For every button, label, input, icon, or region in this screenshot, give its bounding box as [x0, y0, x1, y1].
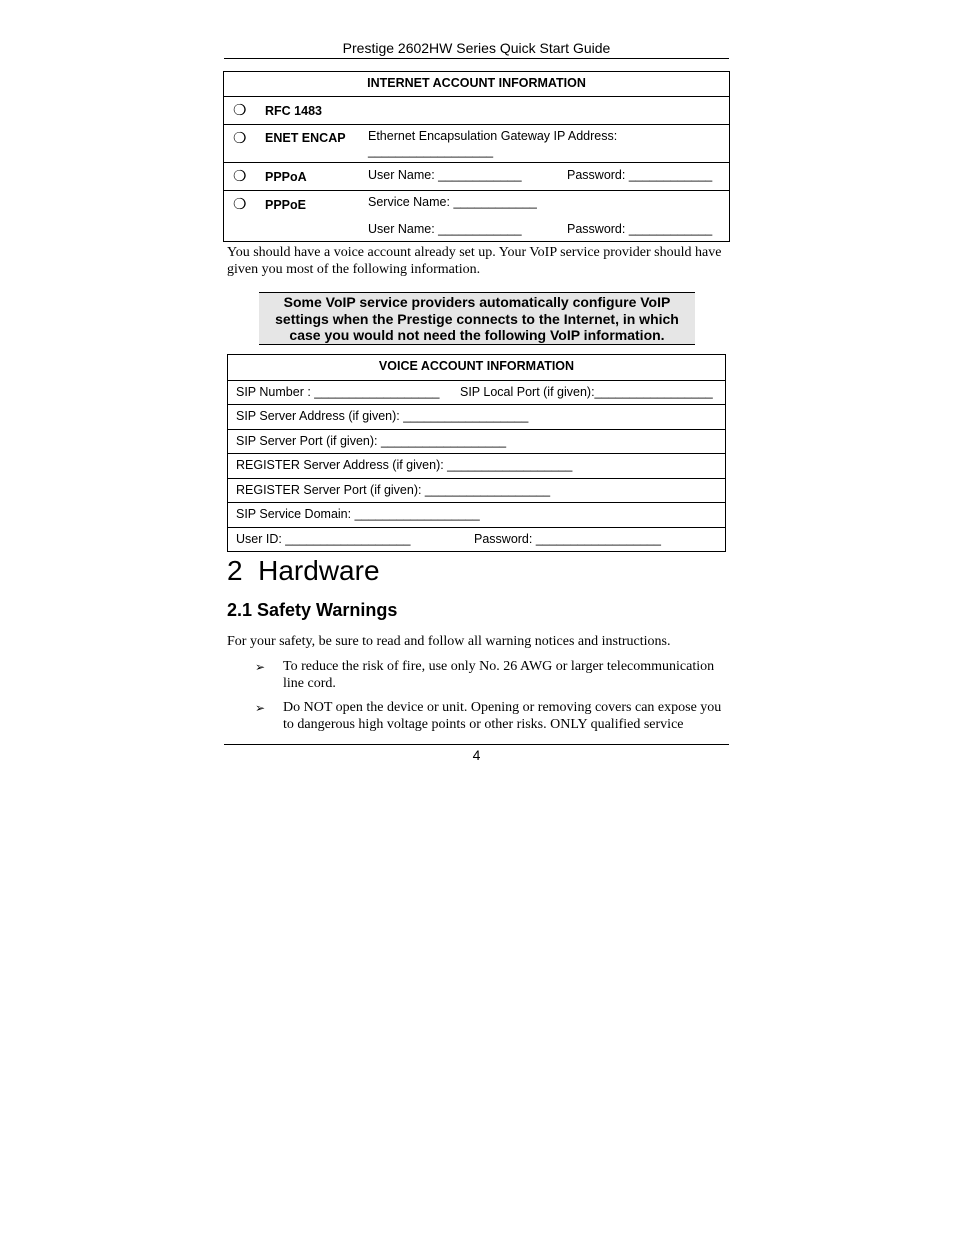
radio-bullet-icon: ❍ — [233, 102, 247, 119]
radio-bullet-icon: ❍ — [233, 130, 247, 147]
option-row-enet-encap — [224, 124, 729, 162]
option-label: PPPoE — [265, 198, 306, 212]
user-id-field: User ID: __________________ — [236, 531, 411, 546]
voice-row-register-server-address — [228, 453, 725, 478]
section-title: 2.1 Safety Warnings — [227, 600, 398, 620]
voip-intro-paragraph: You should have a voice account already set up. Your VoIP service provider should have given you most of the following information. — [227, 245, 722, 277]
sip-service-domain-field: SIP Service Domain: __________________ — [236, 507, 480, 521]
pppoe-password-field: Password: ____________ — [567, 222, 713, 236]
voice-row-sip-service-domain — [228, 502, 725, 527]
pppoe-service-name-field: Service Name: ____________ — [368, 195, 537, 209]
option-label: ENET ENCAP — [265, 131, 346, 145]
option-label: PPPoA — [265, 170, 307, 184]
page-number: 4 — [224, 744, 729, 765]
radio-bullet-icon: ❍ — [233, 196, 247, 213]
voice-row-sip-server-address — [228, 404, 725, 429]
option-row-pppoa — [224, 162, 729, 190]
safety-intro-paragraph: For your safety, be sure to read and follow all warning notices and instructions. — [227, 634, 671, 649]
chapter-title: 2 Hardware — [227, 555, 380, 586]
warning-text: To reduce the risk of fire, use only No. 26 AWG or larger telecommunication line cord. — [283, 659, 715, 691]
gateway-ip-field-blank: __________________ — [368, 144, 494, 158]
running-header: Prestige 2602HW Series Quick Start Guide — [224, 39, 729, 59]
pppoa-password-field: Password: ____________ — [567, 168, 713, 182]
voip-note-box: Some VoIP service providers automatically configure VoIP settings when the Prestige connects to the Internet, in which case you would not need the following VoIP information. — [259, 292, 695, 345]
register-server-port-field: REGISTER Server Port (if given): __________________ — [236, 482, 551, 497]
voice-row-register-server-port — [228, 478, 725, 503]
internet-table-heading: INTERNET ACCOUNT INFORMATION — [367, 76, 586, 90]
register-server-address-field: REGISTER Server Address (if given): __________________ — [236, 458, 573, 472]
arrow-bullet-icon: ➢ — [255, 660, 266, 674]
option-row-rfc1483 — [224, 96, 729, 124]
sip-number-field: SIP Number : __________________ — [236, 384, 440, 399]
option-label: RFC 1483 — [265, 104, 322, 118]
pppoa-username-field: User Name: ____________ — [368, 168, 522, 182]
warning-text: Do NOT open the device or unit. Opening or removing covers can expose you to dangerous high voltage points or other risks. ONLY qualified service — [283, 700, 722, 732]
voice-account-table — [227, 354, 726, 552]
pppoe-username-field: User Name: ____________ — [368, 222, 522, 236]
gateway-ip-field-label: Ethernet Encapsulation Gateway IP Address: — [368, 129, 618, 143]
radio-bullet-icon: ❍ — [233, 168, 247, 185]
voice-row-user-id — [228, 527, 725, 552]
option-row-pppoe — [224, 190, 729, 241]
internet-account-table — [223, 71, 730, 242]
sip-server-port-field: SIP Server Port (if given): __________________ — [236, 433, 507, 448]
voice-row-sip-number — [228, 380, 725, 405]
sip-local-port-field: SIP Local Port (if given):_________________ — [460, 384, 713, 399]
voice-table-heading: VOICE ACCOUNT INFORMATION — [378, 359, 575, 373]
voice-row-sip-server-port — [228, 429, 725, 454]
voice-password-field: Password: __________________ — [474, 531, 661, 546]
arrow-bullet-icon: ➢ — [255, 701, 266, 715]
sip-server-address-field: SIP Server Address (if given): __________________ — [236, 409, 529, 423]
